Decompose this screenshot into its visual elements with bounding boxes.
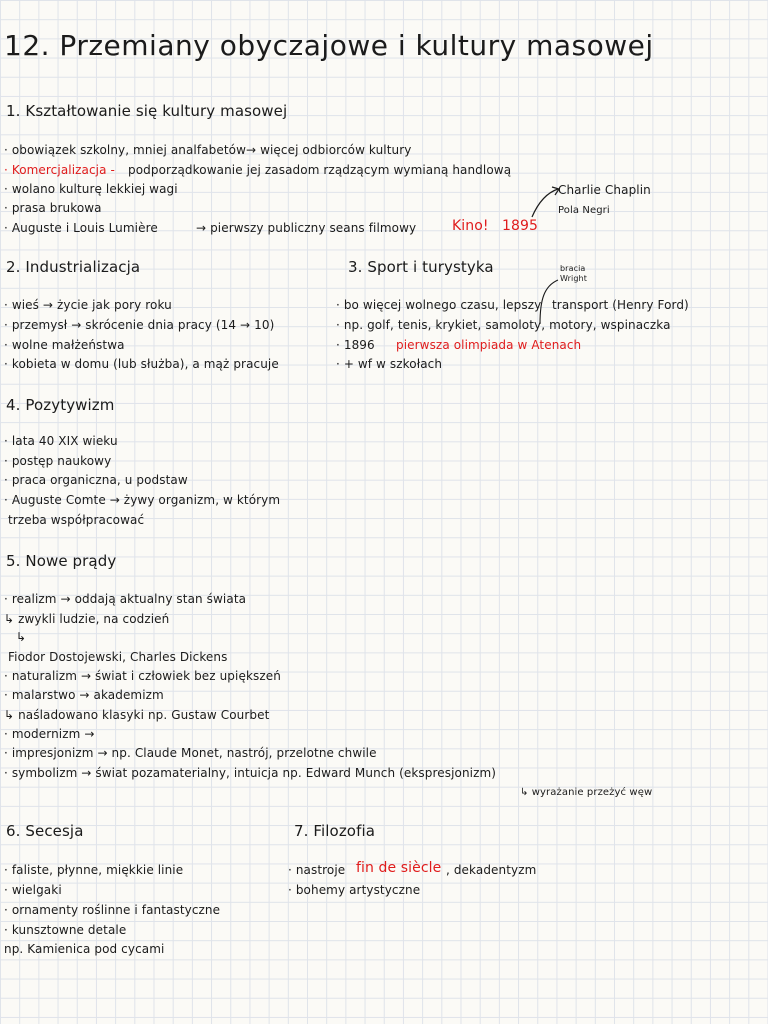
s1-line-5a: · Auguste i Louis Lumière	[4, 221, 158, 235]
s5-line-10: · symbolizm → świat pozamaterialny, intuicja np. Edward Munch (ekspresjonizm)	[4, 766, 497, 780]
s2-line-1: · wieś → życie jak pory roku	[4, 298, 172, 312]
s6-line-2: · wielgaki	[4, 883, 62, 897]
s5-line-8: · modernizm →	[4, 727, 95, 741]
s3-bracia: bracia	[560, 264, 586, 273]
s5-line-5: · naturalizm → świat i człowiek bez upiększeń	[4, 669, 281, 683]
s6-line-3: · ornamenty roślinne i fantastyczne	[4, 903, 221, 917]
s5-line-11: ↳ wyrażanie przeżyć węw	[520, 787, 653, 798]
s3-line-3-red: pierwsza olimpiada w Atenach	[396, 338, 582, 352]
s2-line-2: · przemysł → skrócenie dnia pracy (14 → 10)	[4, 318, 275, 332]
s7-line-1a: · nastroje	[288, 863, 346, 877]
s1-year: 1895	[502, 218, 539, 234]
s1-line-5b: → pierwszy publiczny seans filmowy	[196, 221, 417, 235]
s3-line-3-year: · 1896	[336, 338, 375, 352]
s3-line-2: · np. golf, tenis, krykiet, samoloty, motory, wspinaczka	[336, 318, 671, 332]
page-title: 12. Przemiany obyczajowe i kultury masowej	[4, 29, 654, 62]
s1-note-negri: Pola Negri	[558, 205, 610, 216]
s2-line-3: · wolne małżeństwa	[4, 338, 125, 352]
section-7-heading: 7. Filozofia	[294, 822, 376, 840]
s1-line-3: · wolano kulturę lekkiej wagi	[4, 182, 178, 196]
s5-line-7: ↳ naśladowano klasyki np. Gustaw Courbet	[4, 708, 270, 722]
s4-line-5: trzeba współpracować	[8, 513, 145, 527]
section-6-heading: 6. Secesja	[6, 822, 84, 840]
s4-line-3: · praca organiczna, u podstaw	[4, 473, 188, 487]
s2-line-4: · kobieta w domu (lub służba), a mąż pracuje	[4, 357, 279, 371]
s3-line-1a: · bo więcej wolnego czasu, lepszy	[336, 298, 542, 312]
section-1-heading: 1. Kształtowanie się kultury masowej	[6, 102, 288, 120]
s1-line-1a: · obowiązek szkolny, mniej analfabetów	[4, 143, 247, 157]
s1-line-2-red: · Komercjalizacja -	[4, 163, 115, 177]
s1-kino: Kino!	[452, 218, 489, 234]
s6-line-5: np. Kamienica pod cycami	[4, 942, 165, 956]
s5-line-2: ↳ zwykli ludzie, na codzień	[4, 612, 170, 626]
s3-wright: Wright	[560, 274, 587, 283]
s1-line-4: · prasa brukowa	[4, 201, 102, 215]
s3-line-4: · + wf w szkołach	[336, 357, 443, 371]
s7-line-2: · bohemy artystyczne	[288, 883, 421, 897]
section-2-heading: 2. Industrializacja	[6, 258, 141, 276]
s1-line-1b: → więcej odbiorców kultury	[246, 143, 412, 157]
s6-line-4: · kunsztowne detale	[4, 923, 127, 937]
s1-line-2-rest: podporządkowanie jej zasadom rządzącym wymianą handlową	[128, 163, 512, 177]
s6-line-1: · faliste, płynne, miękkie linie	[4, 863, 184, 877]
s4-line-2: · postęp naukowy	[4, 454, 112, 468]
s1-note-chaplin: Charlie Chaplin	[558, 183, 651, 197]
section-3-heading: 3. Sport i turystyka	[348, 258, 494, 276]
s5-line-6: · malarstwo → akademizm	[4, 688, 164, 702]
s3-line-1b: transport (Henry Ford)	[552, 298, 689, 312]
s5-line-4: Fiodor Dostojewski, Charles Dickens	[8, 650, 228, 664]
s5-line-9: · impresjonizm → np. Claude Monet, nastrój, przelotne chwile	[4, 746, 377, 760]
section-5-heading: 5. Nowe prądy	[6, 552, 117, 570]
s5-line-3: ↳	[16, 630, 27, 644]
s4-line-1: · lata 40 XIX wieku	[4, 434, 118, 448]
s5-line-1: · realizm → oddają aktualny stan świata	[4, 592, 247, 606]
s7-line-1b: , dekadentyzm	[446, 863, 537, 877]
s7-line-1-red: fin de siècle	[356, 860, 442, 876]
section-4-heading: 4. Pozytywizm	[6, 396, 115, 414]
s4-line-4: · Auguste Comte → żywy organizm, w którym	[4, 493, 281, 507]
